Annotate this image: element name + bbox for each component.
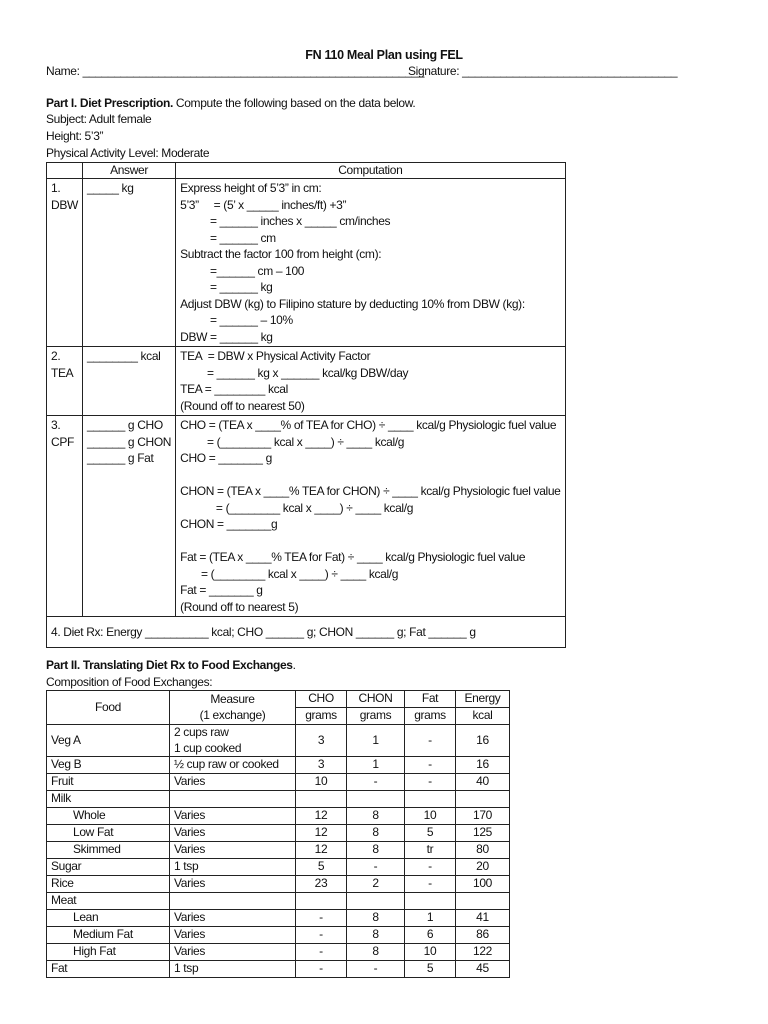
- exchange-row: [47, 725, 510, 757]
- col-unit-energy: kcal: [456, 708, 510, 725]
- dbw-computation-line: Adjust DBW (kg) to Filipino stature by deducting 10% from DBW (kg):: [180, 296, 525, 311]
- measure-cell: [170, 859, 296, 876]
- food-exchange-table: [46, 690, 510, 978]
- energy-cell: 45: [456, 961, 510, 978]
- row-label-dbw: 1. DBW: [47, 179, 83, 347]
- dbw-computation-line: = ______ cm: [180, 230, 276, 245]
- dbw-computation-line: = ______ inches x _____ cm/inches: [180, 214, 391, 228]
- spacer: [180, 533, 560, 550]
- cho-cell: 3: [296, 757, 347, 774]
- cho-cell: -: [296, 961, 347, 978]
- energy-cell: 41: [456, 910, 510, 927]
- measure-line: Varies: [174, 944, 206, 959]
- chon-computation-line: CHON = (TEA x ____% TEA for CHON) ÷ ____ kcal/g Physiologic fuel value: [180, 484, 561, 498]
- chon-cell: [347, 791, 405, 808]
- food-cell: Whole: [47, 808, 170, 825]
- answer-fat[interactable]: ______ g Fat: [86, 451, 154, 465]
- food-cell: Skimmed: [47, 842, 170, 859]
- part1-heading: [46, 96, 415, 110]
- tea-computation-line: TEA = DBW x Physical Activity Factor: [180, 349, 371, 363]
- cho-cell: 10: [296, 774, 347, 791]
- fat-cell: 10: [405, 944, 456, 961]
- measure-cell: [170, 791, 296, 808]
- fat-computation-line: = (________ kcal x ____) ÷ ____ kcal/g: [180, 566, 399, 581]
- exchange-row: [47, 859, 510, 876]
- food-cell: Veg B: [47, 757, 170, 774]
- fat-cell: -: [405, 859, 456, 876]
- energy-cell: [456, 791, 510, 808]
- energy-cell: 20: [456, 859, 510, 876]
- chon-cell: 8: [347, 842, 405, 859]
- col-header-fat: Fat: [405, 691, 456, 708]
- exchange-row: [47, 774, 510, 791]
- chon-cell: 8: [347, 825, 405, 842]
- cho-cell: 23: [296, 876, 347, 893]
- food-cell: Rice: [47, 876, 170, 893]
- exchange-row: [47, 791, 510, 808]
- part2-heading: [46, 658, 296, 672]
- row-label-cpf: 3. CPF: [47, 416, 83, 617]
- part2-heading-bold: Part II. Translating Diet Rx to Food Exchanges: [46, 658, 293, 672]
- cho-cell: -: [296, 927, 347, 944]
- col-header-cho: CHO: [296, 691, 347, 708]
- fat-cell: 5: [405, 961, 456, 978]
- chon-cell: 8: [347, 927, 405, 944]
- measure-cell: [170, 842, 296, 859]
- tea-computation-line: = ______ kg x ______ kcal/kg DBW/day: [180, 365, 409, 380]
- chon-cell: 8: [347, 944, 405, 961]
- measure-cell: [170, 725, 296, 757]
- fat-cell: -: [405, 725, 456, 757]
- table-row-cpf: [47, 416, 566, 617]
- measure-line: Varies: [174, 774, 206, 789]
- cho-computation-line: = (________ kcal x ____) ÷ ____ kcal/g: [180, 434, 405, 449]
- cho-cell: 12: [296, 825, 347, 842]
- diet-rx-line[interactable]: 4. Diet Rx: Energy __________ kcal; CHO ______ g; CHON ______ g; Fat ______ g: [47, 617, 566, 648]
- measure-line: Varies: [174, 876, 206, 891]
- name-signature-line: [46, 64, 686, 78]
- energy-cell: 16: [456, 725, 510, 757]
- dbw-computation-line: Express height of 5’3” in cm:: [180, 181, 322, 195]
- cho-cell: [296, 893, 347, 910]
- computation-dbw[interactable]: [176, 179, 565, 347]
- dbw-computation-line: = ______ kg: [180, 280, 273, 294]
- answer-cpf[interactable]: [82, 416, 175, 617]
- dbw-computation-line: Subtract the factor 100 from height (cm):: [180, 247, 382, 261]
- energy-cell: 86: [456, 927, 510, 944]
- name-field[interactable]: Name: ______________________________________________________: [46, 64, 425, 78]
- energy-cell: 100: [456, 876, 510, 893]
- cho-cell: 3: [296, 725, 347, 757]
- dbw-computation-line: = ______ – 10%: [180, 313, 293, 327]
- diet-prescription-table: [46, 162, 561, 648]
- energy-cell: 170: [456, 808, 510, 825]
- computation-tea[interactable]: [176, 347, 565, 416]
- col-unit-fat: grams: [405, 708, 456, 725]
- fat-cell: 5: [405, 825, 456, 842]
- col-header-chon: CHON: [347, 691, 405, 708]
- food-cell: Veg A: [47, 725, 170, 757]
- exchange-row: [47, 910, 510, 927]
- exchange-row: [47, 876, 510, 893]
- cho-cell: 12: [296, 808, 347, 825]
- measure-cell: [170, 757, 296, 774]
- activity-line: Physical Activity Level: Moderate: [46, 146, 210, 160]
- cho-cell: 5: [296, 859, 347, 876]
- exchange-row: [47, 927, 510, 944]
- energy-cell: 122: [456, 944, 510, 961]
- table-row-diet-rx: [47, 617, 566, 648]
- page-title: FN 110 Meal Plan using FEL: [305, 48, 463, 62]
- energy-cell: 125: [456, 825, 510, 842]
- chon-cell: -: [347, 859, 405, 876]
- fat-cell: -: [405, 757, 456, 774]
- signature-field[interactable]: Signature: __________________________________: [408, 64, 678, 78]
- food-cell: Lean: [47, 910, 170, 927]
- col-header-food: Food: [47, 691, 170, 725]
- fat-computation-line: Fat = (TEA x ____% TEA for Fat) ÷ ____ kcal/g Physiologic fuel value: [180, 550, 526, 564]
- measure-line: Varies: [174, 842, 206, 857]
- fat-computation-line: Fat = _______ g: [180, 583, 263, 597]
- chon-cell: 8: [347, 910, 405, 927]
- fat-cell: [405, 791, 456, 808]
- measure-line: 1 cup cooked: [174, 740, 242, 755]
- cho-computation-line: CHO = _______ g: [180, 451, 272, 465]
- answer-chon[interactable]: ______ g CHON: [86, 434, 172, 449]
- measure-cell: [170, 944, 296, 961]
- col-header-measure: [170, 691, 296, 725]
- fat-cell: 1: [405, 910, 456, 927]
- measure-cell: [170, 774, 296, 791]
- exchange-row: [47, 808, 510, 825]
- chon-cell: 1: [347, 725, 405, 757]
- food-cell: Meat: [47, 893, 170, 910]
- measure-line: Varies: [174, 927, 206, 942]
- food-cell: Medium Fat: [47, 927, 170, 944]
- tea-computation-line: TEA = ________ kcal: [180, 382, 288, 396]
- fat-cell: -: [405, 774, 456, 791]
- measure-line: 1 tsp: [174, 961, 199, 976]
- food-cell: Low Fat: [47, 825, 170, 842]
- fat-cell: [405, 893, 456, 910]
- measure-line: 2 cups raw: [174, 725, 229, 739]
- measure-line: ½ cup raw or cooked: [174, 757, 279, 772]
- table-header-answer: Answer: [82, 163, 175, 179]
- exchange-row: [47, 944, 510, 961]
- tea-computation-line: (Round off to nearest 50): [180, 398, 305, 413]
- part1-heading-rest: Compute the following based on the data below.: [172, 96, 416, 110]
- answer-tea[interactable]: ________ kcal: [82, 347, 175, 416]
- exchange-row: [47, 961, 510, 978]
- food-cell: Sugar: [47, 859, 170, 876]
- fat-cell: 10: [405, 808, 456, 825]
- table-row-tea: [47, 347, 566, 416]
- fat-computation-line: (Round off to nearest 5): [180, 599, 299, 614]
- cho-cell: -: [296, 910, 347, 927]
- composition-label: Composition of Food Exchanges:: [46, 675, 213, 689]
- fat-cell: -: [405, 876, 456, 893]
- col-header-energy: Energy: [456, 691, 510, 708]
- subject-line: Subject: Adult female: [46, 112, 152, 126]
- spacer: [180, 467, 560, 484]
- energy-cell: [456, 893, 510, 910]
- measure-cell: [170, 910, 296, 927]
- chon-cell: 2: [347, 876, 405, 893]
- chon-computation-line: = (________ kcal x ____) ÷ ____ kcal/g: [180, 500, 414, 515]
- energy-cell: 16: [456, 757, 510, 774]
- food-cell: Fruit: [47, 774, 170, 791]
- food-cell: Milk: [47, 791, 170, 808]
- dbw-computation-line: =______ cm – 100: [180, 263, 305, 278]
- computation-cpf[interactable]: [176, 416, 565, 617]
- col-unit-cho: grams: [296, 708, 347, 725]
- cho-cell: [296, 791, 347, 808]
- exchange-row: [47, 842, 510, 859]
- col-unit-chon: grams: [347, 708, 405, 725]
- table-header-blank: [47, 163, 83, 179]
- row-label-tea: 2. TEA: [47, 347, 83, 416]
- chon-cell: -: [347, 774, 405, 791]
- dbw-computation-line: 5’3” = (5’ x _____ inches/ft) +3”: [180, 197, 347, 212]
- chon-cell: -: [347, 961, 405, 978]
- cho-computation-line: CHO = (TEA x ____% of TEA for CHO) ÷ ____ kcal/g Physiologic fuel value: [180, 418, 557, 432]
- measure-line: 1 tsp: [174, 859, 199, 874]
- chon-cell: 1: [347, 757, 405, 774]
- measure-line: Varies: [174, 910, 206, 925]
- height-line: Height: 5’3”: [46, 129, 104, 143]
- col-header-measure-1: Measure: [210, 692, 255, 706]
- measure-line: Varies: [174, 825, 206, 840]
- exchange-row: [47, 757, 510, 774]
- col-header-measure-2: (1 exchange): [199, 707, 266, 722]
- measure-line: Varies: [174, 808, 206, 823]
- cho-cell: 12: [296, 842, 347, 859]
- exchange-row: [47, 825, 510, 842]
- answer-dbw[interactable]: _____ kg: [82, 179, 175, 347]
- measure-cell: [170, 893, 296, 910]
- part2-heading-rest: .: [292, 658, 296, 672]
- measure-cell: [170, 825, 296, 842]
- chon-computation-line: CHON = _______g: [180, 517, 278, 531]
- energy-cell: 80: [456, 842, 510, 859]
- fat-cell: tr: [405, 842, 456, 859]
- chon-cell: 8: [347, 808, 405, 825]
- food-cell: High Fat: [47, 944, 170, 961]
- measure-cell: [170, 876, 296, 893]
- measure-cell: [170, 961, 296, 978]
- measure-cell: [170, 808, 296, 825]
- chon-cell: [347, 893, 405, 910]
- exchange-row: [47, 893, 510, 910]
- answer-cho[interactable]: ______ g CHO: [86, 418, 163, 432]
- measure-cell: [170, 927, 296, 944]
- table-header-computation: Computation: [176, 163, 565, 179]
- food-cell: Fat: [47, 961, 170, 978]
- part1-heading-bold: Part I. Diet Prescription.: [46, 96, 173, 110]
- energy-cell: 40: [456, 774, 510, 791]
- table-row-dbw: [47, 179, 566, 347]
- cho-cell: -: [296, 944, 347, 961]
- fat-cell: 6: [405, 927, 456, 944]
- dbw-computation-line: DBW = ______ kg: [180, 329, 273, 344]
